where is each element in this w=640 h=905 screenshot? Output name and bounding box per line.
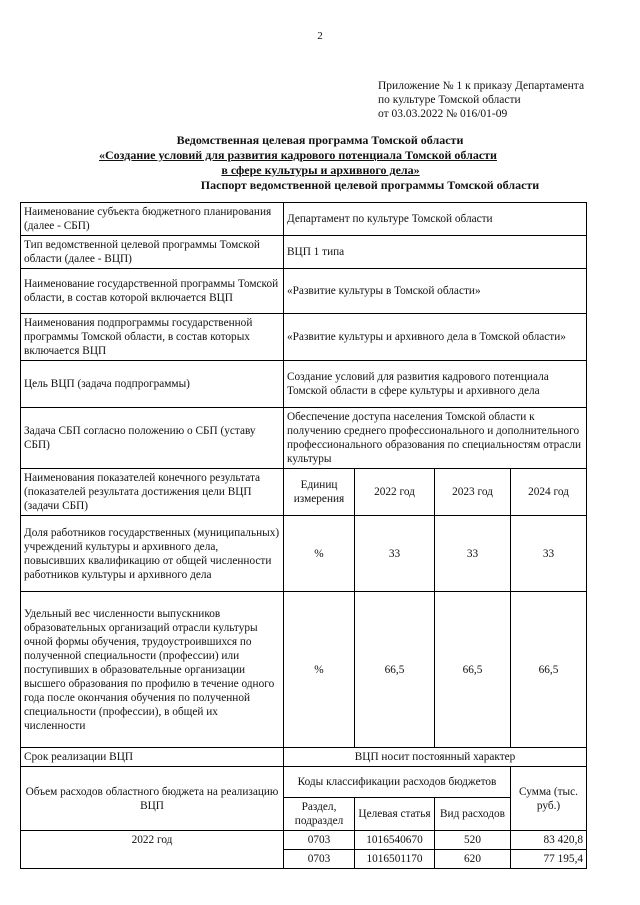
indicator-unit: % bbox=[284, 516, 355, 592]
title-line-1: Ведомственная целевая программа Томской области bbox=[176, 133, 464, 147]
title-line-4: Паспорт ведомственной целевой программы Томской области bbox=[200, 178, 540, 192]
expense-year: 2022 год bbox=[21, 831, 284, 869]
section-header: Раздел, подраздел bbox=[284, 798, 355, 831]
indicator-row bbox=[21, 516, 587, 592]
expenses-header-row bbox=[21, 767, 587, 798]
term-value: ВЦП носит постоянный характер bbox=[284, 748, 587, 767]
goal-label: Цель ВЦП (задача подпрограммы) bbox=[21, 361, 284, 408]
indicator-value-2023: 66,5 bbox=[435, 592, 511, 748]
target-header: Целевая статья bbox=[355, 798, 435, 831]
appendix-line-3: от 03.03.2022 № 016/01-09 bbox=[378, 108, 508, 120]
page-number: 2 bbox=[317, 30, 323, 42]
expense-sum: 83 420,8 bbox=[511, 831, 587, 850]
indicator-value-2024: 33 bbox=[511, 516, 587, 592]
row-sbp bbox=[21, 203, 587, 236]
appendix-line-2: по культуре Томской области bbox=[378, 94, 521, 106]
indicator-value-2024: 66,5 bbox=[511, 592, 587, 748]
expense-type: 520 bbox=[435, 831, 511, 850]
goal-value: Создание условий для развития кадрового потенциала Томской области в сфере культуры и архивного дела bbox=[284, 361, 587, 408]
subprogram-value: «Развитие культуры и архивного дела в Томской области» bbox=[284, 314, 587, 361]
sbp-value: Департамент по культуре Томской области bbox=[284, 203, 587, 236]
expense-target: 1016540670 bbox=[355, 831, 435, 850]
expenses-label: Объем расходов областного бюджета на реализацию ВЦП bbox=[21, 767, 284, 831]
term-label: Срок реализации ВЦП bbox=[21, 748, 284, 767]
row-term bbox=[21, 748, 587, 767]
task-value: Обеспечение доступа населения Томской области к получению среднего профессионального и дополнительного профессионального образования по специальностям отрасли культуры bbox=[284, 408, 587, 469]
expense-section: 0703 bbox=[284, 850, 355, 869]
type-header: Вид расходов bbox=[435, 798, 511, 831]
indicator-label: Удельный вес численности выпускников образовательных организаций отрасли культуры очной формы обучения, трудоустроившихся по полученной специальности (профессии) или поступивших в образовательные организации высшего образования по профилю в течение одного года после окончания обучения по полученной специальности (профессии), в общей их численности bbox=[21, 592, 284, 748]
row-goal bbox=[21, 361, 587, 408]
title-line-2: «Создание условий для развития кадрового потенциала Томской области bbox=[99, 148, 497, 162]
indicator-unit: % bbox=[284, 592, 355, 748]
year-header-2024: 2024 год bbox=[511, 469, 587, 516]
row-gov-program bbox=[21, 269, 587, 314]
expense-target: 1016501170 bbox=[355, 850, 435, 869]
expense-type: 620 bbox=[435, 850, 511, 869]
indicator-row bbox=[21, 592, 587, 748]
expense-sum: 77 195,4 bbox=[511, 850, 587, 869]
title-line-3: в сфере культуры и архивного дела» bbox=[221, 163, 420, 177]
gov-program-label: Наименование государственной программы Томской области, в состав которой включается ВЦП bbox=[21, 269, 284, 314]
gov-program-value: «Развитие культуры в Томской области» bbox=[284, 269, 587, 314]
sbp-label: Наименование субъекта бюджетного планирования (далее - СБП) bbox=[21, 203, 284, 236]
row-type bbox=[21, 236, 587, 269]
row-subprogram bbox=[21, 314, 587, 361]
type-label: Тип ведомственной целевой программы Томской области (далее - ВЦП) bbox=[21, 236, 284, 269]
appendix-note bbox=[378, 79, 584, 121]
year-header-2023: 2023 год bbox=[435, 469, 511, 516]
unit-header: Единиц измерения bbox=[284, 469, 355, 516]
expense-row bbox=[21, 831, 587, 850]
indicator-value-2022: 33 bbox=[355, 516, 435, 592]
year-header-2022: 2022 год bbox=[355, 469, 435, 516]
sum-header: Сумма (тыс. руб.) bbox=[511, 767, 587, 831]
indicators-header-row bbox=[21, 469, 587, 516]
expense-section: 0703 bbox=[284, 831, 355, 850]
row-task bbox=[21, 408, 587, 469]
indicators-header: Наименования показателей конечного результата (показателей результата достижения цели ВЦП (задачи СБП) bbox=[21, 469, 284, 516]
task-label: Задача СБП согласно положению о СБП (уставу СБП) bbox=[21, 408, 284, 469]
appendix-line-1: Приложение № 1 к приказу Департамента bbox=[378, 80, 585, 92]
codes-header: Коды классификации расходов бюджетов bbox=[284, 767, 511, 798]
type-value: ВЦП 1 типа bbox=[284, 236, 587, 269]
indicator-value-2022: 66,5 bbox=[355, 592, 435, 748]
indicator-label: Доля работников государственных (муниципальных) учреждений культуры и архивного дела, повысивших квалификацию от общей численности работников культуры и архивного дела bbox=[21, 516, 284, 592]
indicator-value-2023: 33 bbox=[435, 516, 511, 592]
passport-table bbox=[20, 202, 587, 869]
subprogram-label: Наименования подпрограммы государственной программы Томской области, в состав которых включается ВЦП bbox=[21, 314, 284, 361]
document-title bbox=[0, 133, 640, 193]
